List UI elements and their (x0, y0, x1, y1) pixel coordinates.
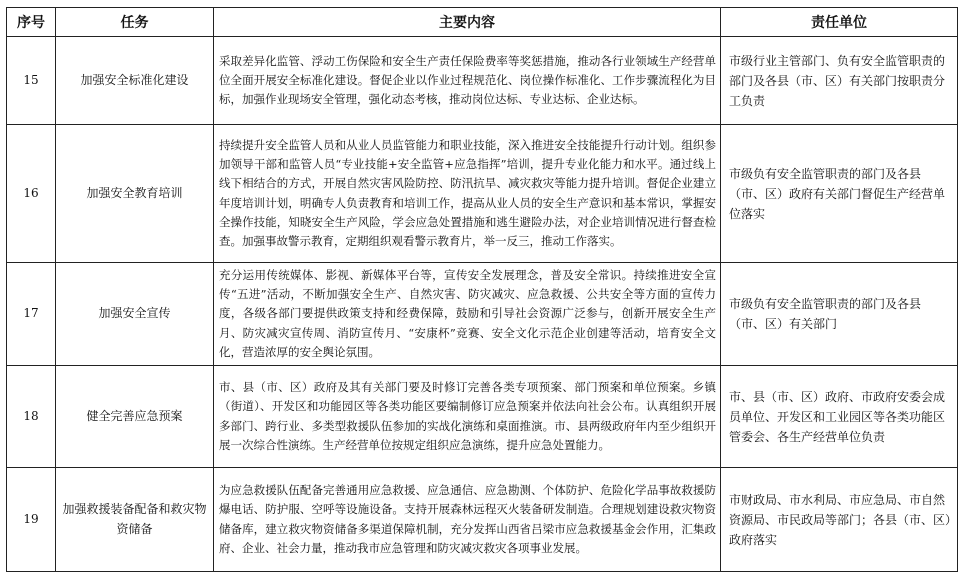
row-unit: 市级行业主管部门、负有安全监管职责的部门及各县（市、区）有关部门按职责分工负责 (721, 37, 958, 125)
table-row (7, 37, 958, 125)
row-unit: 市、县（市、区）政府、市政府安委会成员单位、开发区和工业园区等各类功能区管委会、各生产经营单位负责 (721, 366, 958, 468)
header-task: 任务 (56, 8, 214, 37)
header-row (7, 8, 958, 37)
row-content: 持续提升安全监管人员和从业人员监管能力和职业技能，深入推进安全技能提升行动计划。组织参加领导干部和监管人员“专业技能+安全监管+应急指挥”培训，提升专业化能力和水平。通过线上线下相结合的方式，开展自然灾害风险防控、防汛抗旱、减灾救灾等能力提升培训。督促企业建立年度培训计划，明确专人负责教育和培训工作，提高从业人员的安全生产意识和基本常识，掌握安全操作技能，知晓安全生产风险，学会应急处置措施和逃生避险办法，对企业培训情况进行督查检查。加强事故警示教育，定期组织观看警示教育片，举一反三，推动工作落实。 (214, 125, 721, 263)
row-content: 为应急救援队伍配备完善通用应急救援、应急通信、应急勘测、个体防护、危险化学品事故救援防爆电话、防护服、空呼等设施设备。支持开展森林远程灭火装备研发制造。合理规划建设救灾物资储备库，建立救灾物资储备多渠道保障机制，充分发挥山西省吕梁市应急救援基金会作用，汇集政府、企业、社会力量，推动我市应急管理和防灾减灾救灾各项事业发展。 (214, 468, 721, 572)
header-content: 主要内容 (214, 8, 721, 37)
row-content: 采取差异化监管、浮动工伤保险和安全生产责任保险费率等奖惩措施，推动各行业领域生产经营单位全面开展安全标准化建设。督促企业以作业过程规范化、岗位操作标准化、工作步骤流程化为目标，加强作业现场安全管理，强化动态考核，推动岗位达标、专业达标、企业达标。 (214, 37, 721, 125)
row-number: 17 (7, 263, 56, 366)
row-task: 加强安全教育培训 (56, 125, 214, 263)
row-task: 健全完善应急预案 (56, 366, 214, 468)
row-unit: 市级负有安全监管职责的部门及各县（市、区）有关部门 (721, 263, 958, 366)
row-number: 19 (7, 468, 56, 572)
responsibility-table (6, 7, 958, 572)
header-number: 序号 (7, 8, 56, 37)
row-unit: 市级负有安全监管职责的部门及各县（市、区）政府有关部门督促生产经营单位落实 (721, 125, 958, 263)
row-task: 加强安全标准化建设 (56, 37, 214, 125)
row-task: 加强救援装备配备和救灾物资储备 (56, 468, 214, 572)
row-unit: 市财政局、市水利局、市应急局、市自然资源局、市民政局等部门；各县（市、区）政府落实 (721, 468, 958, 572)
table-row (7, 468, 958, 572)
row-content: 市、县（市、区）政府及其有关部门要及时修订完善各类专项预案、部门预案和单位预案。乡镇（街道）、开发区和功能园区等各类功能区要编制修订应急预案并依法向社会公布。认真组织开展多部门、跨行业、多类型救援队伍参加的实战化演练和桌面推演。市、县两级政府年内至少组织开展一次综合性演练。生产经营单位按规定组织应急演练，提升应急处置能力。 (214, 366, 721, 468)
table-header (7, 8, 958, 37)
row-number: 18 (7, 366, 56, 468)
row-task: 加强安全宣传 (56, 263, 214, 366)
table-row (7, 366, 958, 468)
table-body (7, 37, 958, 572)
table-row (7, 263, 958, 366)
table-row (7, 125, 958, 263)
row-number: 15 (7, 37, 56, 125)
row-content: 充分运用传统媒体、影视、新媒体平台等，宣传安全发展理念，普及安全常识。持续推进安全宣传“五进”活动，不断加强安全生产、自然灾害、防灾减灾、应急救援、公共安全等方面的宣传力度，各级各部门要提供政策支持和经费保障，鼓励和引导社会资源广泛参与，创新开展安全生产月、防灾减灾宣传周、消防宣传月、“安康杯”竞赛、安全文化示范企业创建等活动，培育安全文化，营造浓厚的安全舆论氛围。 (214, 263, 721, 366)
header-unit: 责任单位 (721, 8, 958, 37)
row-number: 16 (7, 125, 56, 263)
